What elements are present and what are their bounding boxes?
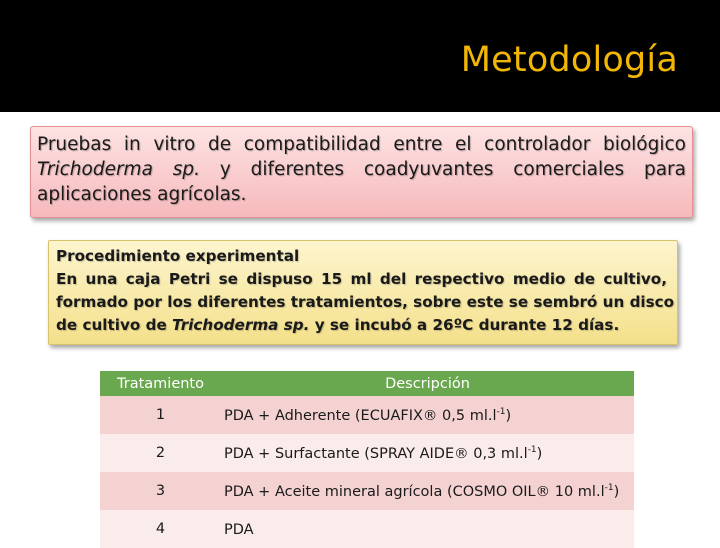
intro-species: Trichoderma sp. xyxy=(37,159,201,180)
table-row xyxy=(100,510,634,548)
treatment-number: 4 xyxy=(100,510,221,548)
treatment-description: PDA + Aceite mineral agrícola (COSMO OIL® 10 $ml.l^{-1}$) xyxy=(221,472,634,510)
table-row xyxy=(100,396,634,434)
table-row xyxy=(100,472,634,510)
intro-line-1: Pruebas in vitro de compatibilidad entre el controlador biológico xyxy=(37,134,686,155)
treatment-number: 3 xyxy=(100,472,221,510)
procedure-box xyxy=(48,240,678,345)
table-header-row xyxy=(100,371,634,396)
header-treatment: Tratamiento xyxy=(100,371,221,396)
intro-line-3: aplicaciones agrícolas. xyxy=(37,184,247,205)
procedure-line-3-post: y se incubó a 26ºC durante 12 días. xyxy=(314,316,620,334)
procedure-species: Trichoderma sp. xyxy=(172,316,310,334)
intro-box xyxy=(30,126,693,218)
title-bar xyxy=(0,0,720,112)
table-row xyxy=(100,434,634,472)
treatment-description: PDA + Surfactante (SPRAY AIDE® 0,3 $ml.l^{-1}$) xyxy=(221,434,634,472)
slide-title: Metodología xyxy=(460,40,678,80)
treatment-description: PDA xyxy=(221,510,634,548)
procedure-line-3-pre: de cultivo de xyxy=(56,316,167,334)
procedure-line-3 xyxy=(56,314,667,337)
intro-line-2 xyxy=(37,157,686,182)
treatments-table xyxy=(100,371,634,548)
treatment-description: PDA + Adherente (ECUAFIX® 0,5 $ml.l^{-1}$) xyxy=(221,396,634,434)
treatment-number: 2 xyxy=(100,434,221,472)
procedure-line-2: formado por los diferentes tratamientos, sobre este se sembró un disco xyxy=(56,293,675,311)
procedure-heading: Procedimiento experimental xyxy=(56,247,300,265)
procedure-line-1: En una caja Petri se dispuso 15 ml del respectivo medio de cultivo, xyxy=(56,270,667,288)
intro-line-2-rest: y diferentes coadyuvantes comerciales para xyxy=(219,159,686,180)
header-description: Descripción xyxy=(221,371,634,396)
treatment-number: 1 xyxy=(100,396,221,434)
